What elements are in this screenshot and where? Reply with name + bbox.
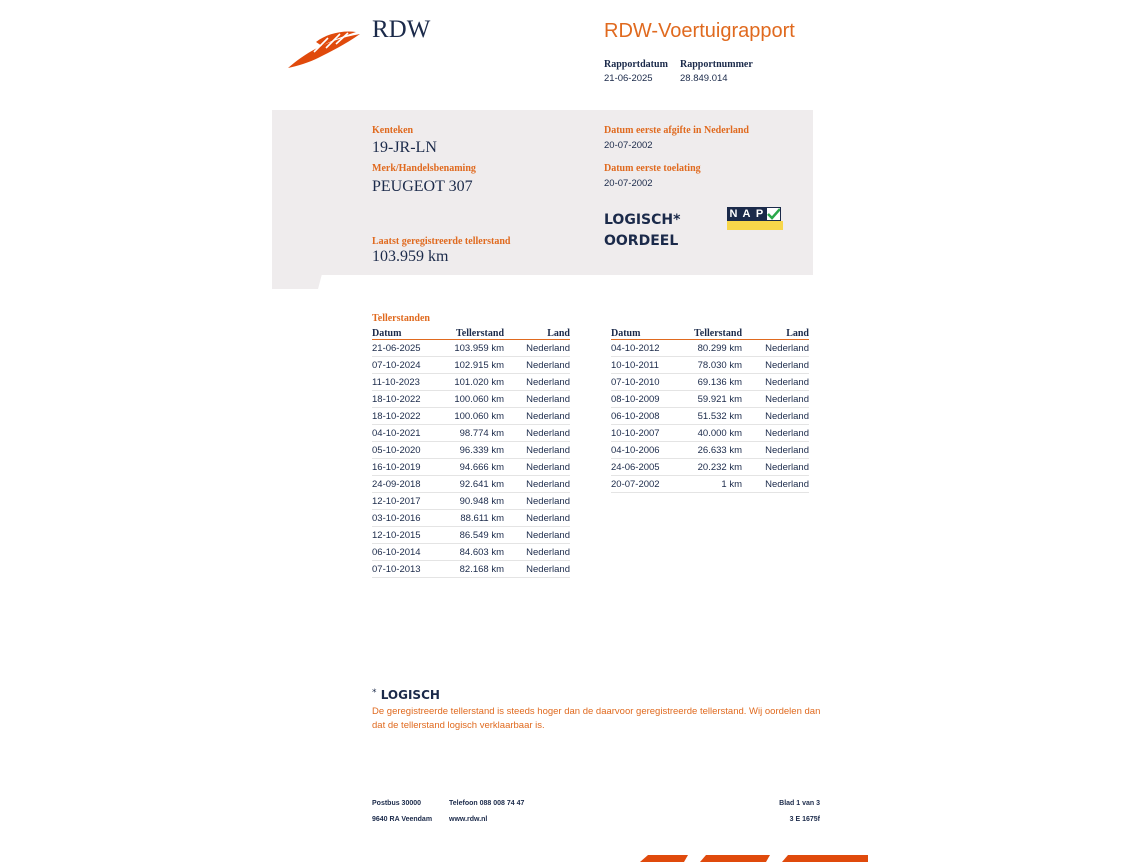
date-cell: 07-10-2010 <box>611 374 683 391</box>
country-cell: Nederland <box>504 442 570 459</box>
footnote-title-text: LOGISCH <box>380 688 440 702</box>
table-row <box>611 374 809 391</box>
date-cell: 16-10-2019 <box>372 459 444 476</box>
odometer-cell: 51.532 km <box>683 408 742 425</box>
col-odometer: Tellerstand <box>683 327 742 340</box>
country-cell: Nederland <box>504 408 570 425</box>
odometer-cell: 69.136 km <box>683 374 742 391</box>
date-cell: 12-10-2015 <box>372 527 444 544</box>
odometer-cell: 88.611 km <box>444 510 504 527</box>
odometer-cell: 80.299 km <box>683 340 742 357</box>
date-cell: 10-10-2011 <box>611 357 683 374</box>
country-cell: Nederland <box>504 459 570 476</box>
date-cell: 11-10-2023 <box>372 374 444 391</box>
nap-badge <box>727 207 783 231</box>
table-row <box>372 510 570 527</box>
table-row <box>372 442 570 459</box>
verdict-line-2: OORDEEL <box>604 233 679 249</box>
panel-tab-decoration <box>272 274 322 289</box>
nap-yellow-bar <box>727 221 783 230</box>
table-row <box>611 340 809 357</box>
table-row <box>372 408 570 425</box>
date-cell: 20-07-2002 <box>611 476 683 493</box>
table-row <box>611 425 809 442</box>
first-issue-nl-value: 20-07-2002 <box>604 140 653 151</box>
odometer-cell: 101.020 km <box>444 374 504 391</box>
country-cell: Nederland <box>504 340 570 357</box>
date-cell: 24-06-2005 <box>611 459 683 476</box>
country-cell: Nederland <box>504 391 570 408</box>
table-row <box>611 391 809 408</box>
readings-title: Tellerstanden <box>372 313 430 324</box>
footer-page: Blad 1 van 3 <box>779 800 820 807</box>
odometer-cell: 94.666 km <box>444 459 504 476</box>
table-row <box>372 459 570 476</box>
plate-label: Kenteken <box>372 125 414 136</box>
country-cell: Nederland <box>504 357 570 374</box>
table-row <box>611 459 809 476</box>
country-cell: Nederland <box>504 561 570 578</box>
odometer-cell: 1 km <box>683 476 742 493</box>
checkmark-icon <box>766 207 781 221</box>
country-cell: Nederland <box>504 476 570 493</box>
date-cell: 04-10-2006 <box>611 442 683 459</box>
table-row <box>611 408 809 425</box>
col-country: Land <box>742 327 809 340</box>
first-issue-nl-label: Datum eerste afgifte in Nederland <box>604 125 749 136</box>
date-cell: 12-10-2017 <box>372 493 444 510</box>
col-date: Datum <box>611 327 683 340</box>
table-header-row <box>611 327 809 340</box>
report-date-label: Rapportdatum <box>604 59 668 70</box>
date-cell: 06-10-2008 <box>611 408 683 425</box>
brand-name: RDW <box>372 16 431 43</box>
date-cell: 05-10-2020 <box>372 442 444 459</box>
odometer-cell: 100.060 km <box>444 391 504 408</box>
date-cell: 24-09-2018 <box>372 476 444 493</box>
make-label: Merk/Handelsbenaming <box>372 163 476 174</box>
table-row <box>372 391 570 408</box>
odometer-cell: 26.633 km <box>683 442 742 459</box>
rdw-logo-icon <box>286 28 362 75</box>
report-date: 21-06-2025 <box>604 73 653 84</box>
country-cell: Nederland <box>742 391 809 408</box>
odometer-cell: 78.030 km <box>683 357 742 374</box>
odometer-cell: 20.232 km <box>683 459 742 476</box>
country-cell: Nederland <box>742 374 809 391</box>
country-cell: Nederland <box>742 408 809 425</box>
date-cell: 10-10-2007 <box>611 425 683 442</box>
readings-table-left <box>372 327 570 578</box>
odometer-cell: 102.915 km <box>444 357 504 374</box>
table-row <box>372 561 570 578</box>
verdict-line-1: LOGISCH* <box>604 212 681 228</box>
odometer-value: 103.959 km <box>372 248 449 265</box>
date-cell: 18-10-2022 <box>372 408 444 425</box>
country-cell: Nederland <box>742 442 809 459</box>
country-cell: Nederland <box>504 374 570 391</box>
date-cell: 18-10-2022 <box>372 391 444 408</box>
odometer-cell: 40.000 km <box>683 425 742 442</box>
country-cell: Nederland <box>742 425 809 442</box>
odometer-cell: 84.603 km <box>444 544 504 561</box>
date-cell: 03-10-2016 <box>372 510 444 527</box>
table-row <box>372 476 570 493</box>
nap-letter-n: N <box>727 207 740 221</box>
footer-postbus: Postbus 30000 <box>372 800 422 807</box>
odometer-cell: 59.921 km <box>683 391 742 408</box>
nap-letter-p: P <box>753 207 766 221</box>
country-cell: Nederland <box>504 544 570 561</box>
odometer-cell: 90.948 km <box>444 493 504 510</box>
odometer-cell: 98.774 km <box>444 425 504 442</box>
footnote-star: * <box>372 688 377 698</box>
table-row <box>611 357 809 374</box>
country-cell: Nederland <box>742 459 809 476</box>
date-cell: 04-10-2021 <box>372 425 444 442</box>
nap-letter-a: A <box>740 207 753 221</box>
make-value: PEUGEOT 307 <box>372 178 473 195</box>
readings-table-right <box>611 327 809 493</box>
table-row <box>372 340 570 357</box>
date-cell: 21-06-2025 <box>372 340 444 357</box>
country-cell: Nederland <box>504 493 570 510</box>
footnote-title <box>372 688 440 702</box>
table-row <box>372 544 570 561</box>
table-row <box>372 425 570 442</box>
report-number-label: Rapportnummer <box>680 59 753 70</box>
footer-stripes-decoration <box>640 849 870 867</box>
odometer-cell: 103.959 km <box>444 340 504 357</box>
report-title: RDW-Voertuigrapport <box>604 20 795 42</box>
country-cell: Nederland <box>504 527 570 544</box>
first-admission-label: Datum eerste toelating <box>604 163 701 174</box>
col-date: Datum <box>372 327 444 340</box>
date-cell: 08-10-2009 <box>611 391 683 408</box>
country-cell: Nederland <box>742 340 809 357</box>
country-cell: Nederland <box>504 510 570 527</box>
first-admission-value: 20-07-2002 <box>604 178 653 189</box>
table-row <box>372 374 570 391</box>
date-cell: 07-10-2024 <box>372 357 444 374</box>
odometer-cell: 96.339 km <box>444 442 504 459</box>
table-row <box>372 493 570 510</box>
country-cell: Nederland <box>504 425 570 442</box>
odometer-cell: 92.641 km <box>444 476 504 493</box>
verdict <box>604 210 680 252</box>
table-row <box>372 357 570 374</box>
table-header-row <box>372 327 570 340</box>
plate-value: 19-JR-LN <box>372 139 437 156</box>
date-cell: 04-10-2012 <box>611 340 683 357</box>
odometer-label: Laatst geregistreerde tellerstand <box>372 236 511 247</box>
report-number: 28.849.014 <box>680 73 728 84</box>
footer-phone: Telefoon 088 008 74 47 <box>449 800 525 807</box>
country-cell: Nederland <box>742 476 809 493</box>
table-row <box>611 442 809 459</box>
date-cell: 07-10-2013 <box>372 561 444 578</box>
footer-code: 3 E 1675f <box>789 816 820 823</box>
col-odometer: Tellerstand <box>444 327 504 340</box>
table-row <box>611 476 809 493</box>
col-country: Land <box>504 327 570 340</box>
footnote-text: De geregistreerde tellerstand is steeds hoger dan de daarvoor geregistreerde tellerstand. Wij oordelen dan dat de tellerstand logisch verklaarbaar is. <box>372 706 821 731</box>
country-cell: Nederland <box>742 357 809 374</box>
table-row <box>372 527 570 544</box>
odometer-cell: 100.060 km <box>444 408 504 425</box>
date-cell: 06-10-2014 <box>372 544 444 561</box>
odometer-cell: 86.549 km <box>444 527 504 544</box>
footer-website[interactable]: www.rdw.nl <box>449 816 488 823</box>
odometer-cell: 82.168 km <box>444 561 504 578</box>
footer-address: 9640 RA Veendam <box>372 816 433 823</box>
